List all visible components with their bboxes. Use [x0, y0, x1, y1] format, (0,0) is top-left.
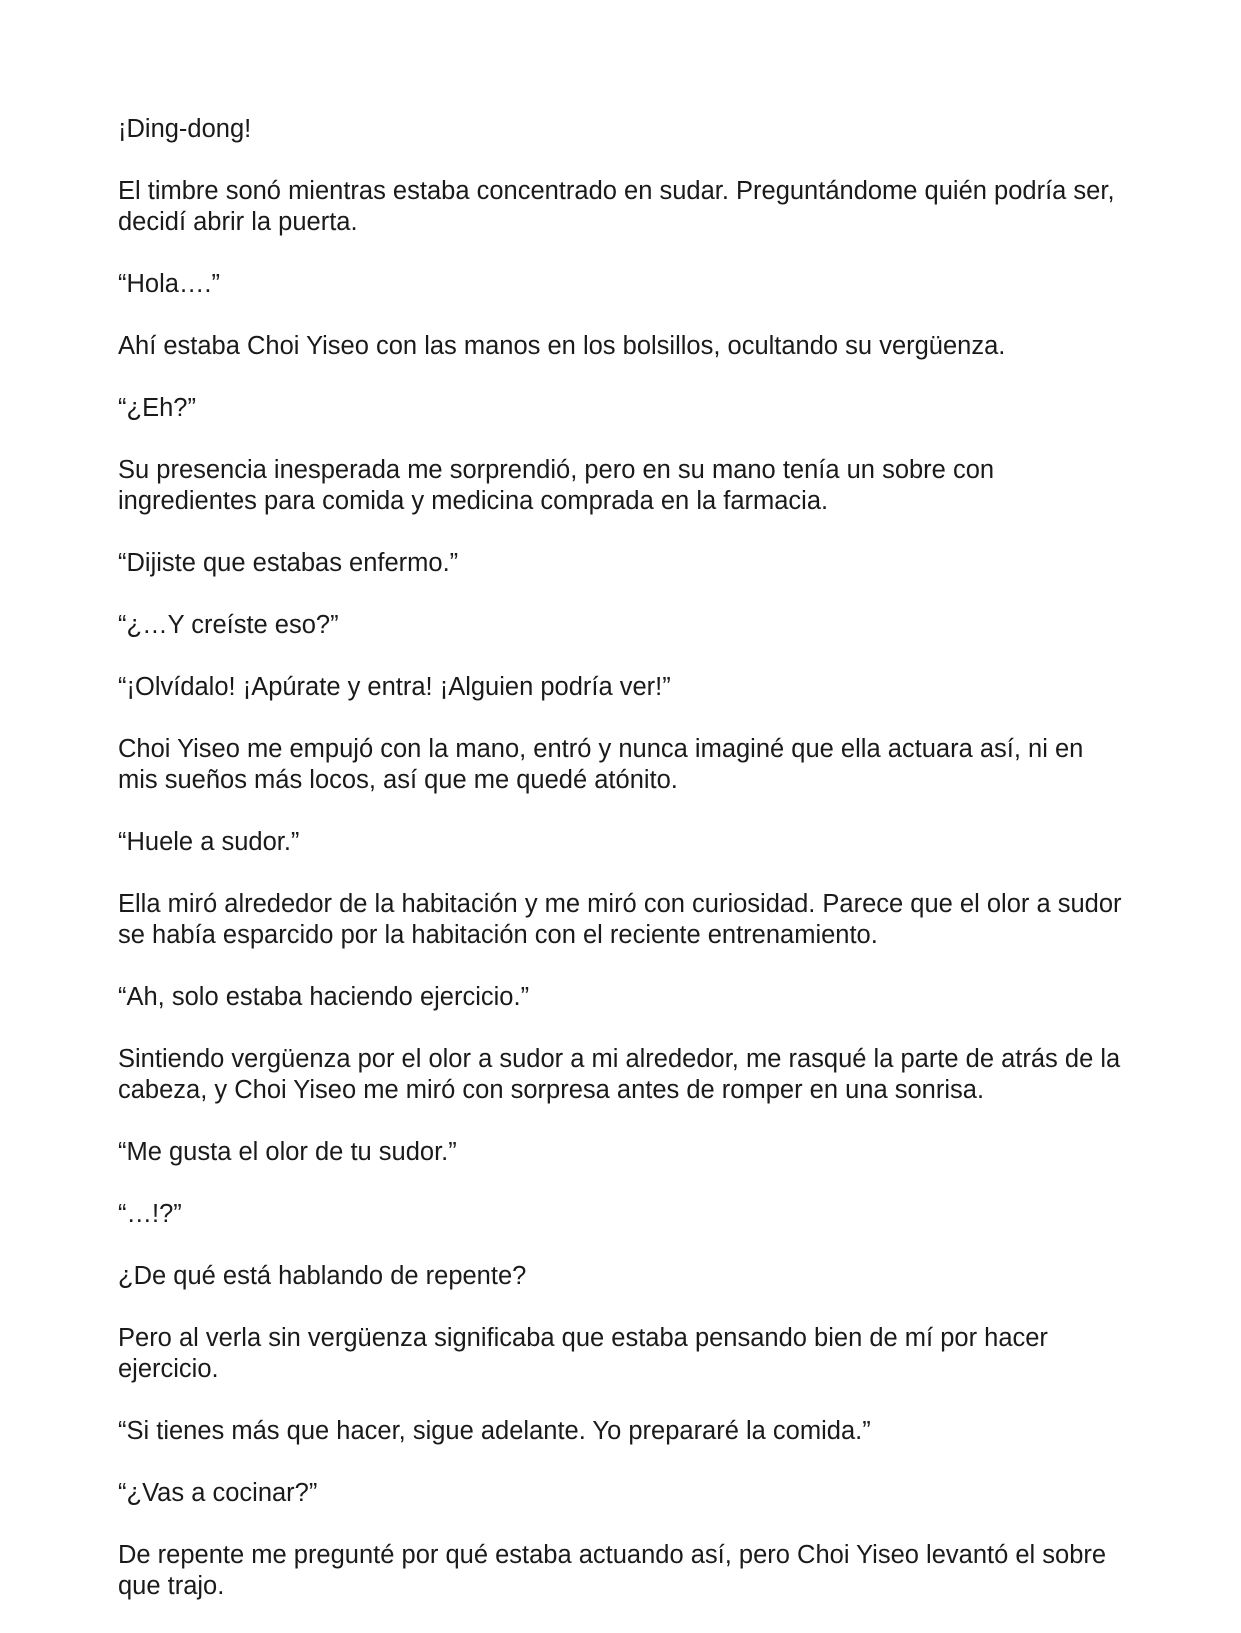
paragraph: “Ah, solo estaba haciendo ejercicio.” [118, 983, 530, 1011]
paragraph: ¿De qué está hablando de repente? [118, 1262, 527, 1290]
paragraph: Choi Yiseo me empujó con la mano, entró y nunca imaginé que ella actuara así, ni en mis sueños más locos, así que me quedé atónito. [118, 735, 1084, 794]
paragraph: Ella miró alrededor de la habitación y me miró con curiosidad. Parece que el olor a sudor se había esparcido por la habitación con el reciente entrenamiento. [118, 890, 1122, 949]
paragraph: Su presencia inesperada me sorprendió, pero en su mano tenía un sobre con ingredientes para comida y medicina comprada en la farmacia. [118, 456, 995, 515]
paragraph: “Hola….” [118, 270, 221, 298]
paragraph: Sintiendo vergüenza por el olor a sudor a mi alrededor, me rasqué la parte de atrás de la cabeza, y Choi Yiseo me miró con sorpresa antes de romper en una sonrisa. [118, 1045, 1121, 1104]
paragraph: “Me gusta el olor de tu sudor.” [118, 1138, 457, 1166]
paragraph: ¡Ding-dong! [118, 115, 252, 143]
paragraph: “¿Eh?” [118, 394, 196, 422]
paragraph: “¿…Y creíste eso?” [118, 611, 339, 639]
paragraph: De repente me pregunté por qué estaba actuando así, pero Choi Yiseo levantó el sobre que trajo. [118, 1541, 1107, 1600]
paragraph: “¡Olvídalo! ¡Apúrate y entra! ¡Alguien podría ver!” [118, 673, 671, 701]
paragraph: “Huele a sudor.” [118, 828, 300, 856]
paragraph: Pero al verla sin vergüenza significaba que estaba pensando bien de mí por hacer ejercicio. [118, 1324, 1048, 1383]
paragraph: El timbre sonó mientras estaba concentrado en sudar. Preguntándome quién podría ser, decidí abrir la puerta. [118, 177, 1115, 236]
paragraph: “…!?” [118, 1200, 182, 1228]
paragraph: “¿Vas a cocinar?” [118, 1479, 318, 1507]
body-text [118, 114, 1128, 1633]
paragraph: Ahí estaba Choi Yiseo con las manos en los bolsillos, ocultando su vergüenza. [118, 332, 1006, 360]
paragraph: “Dijiste que estabas enfermo.” [118, 549, 459, 577]
paragraph: “Si tienes más que hacer, sigue adelante. Yo prepararé la comida.” [118, 1417, 871, 1445]
